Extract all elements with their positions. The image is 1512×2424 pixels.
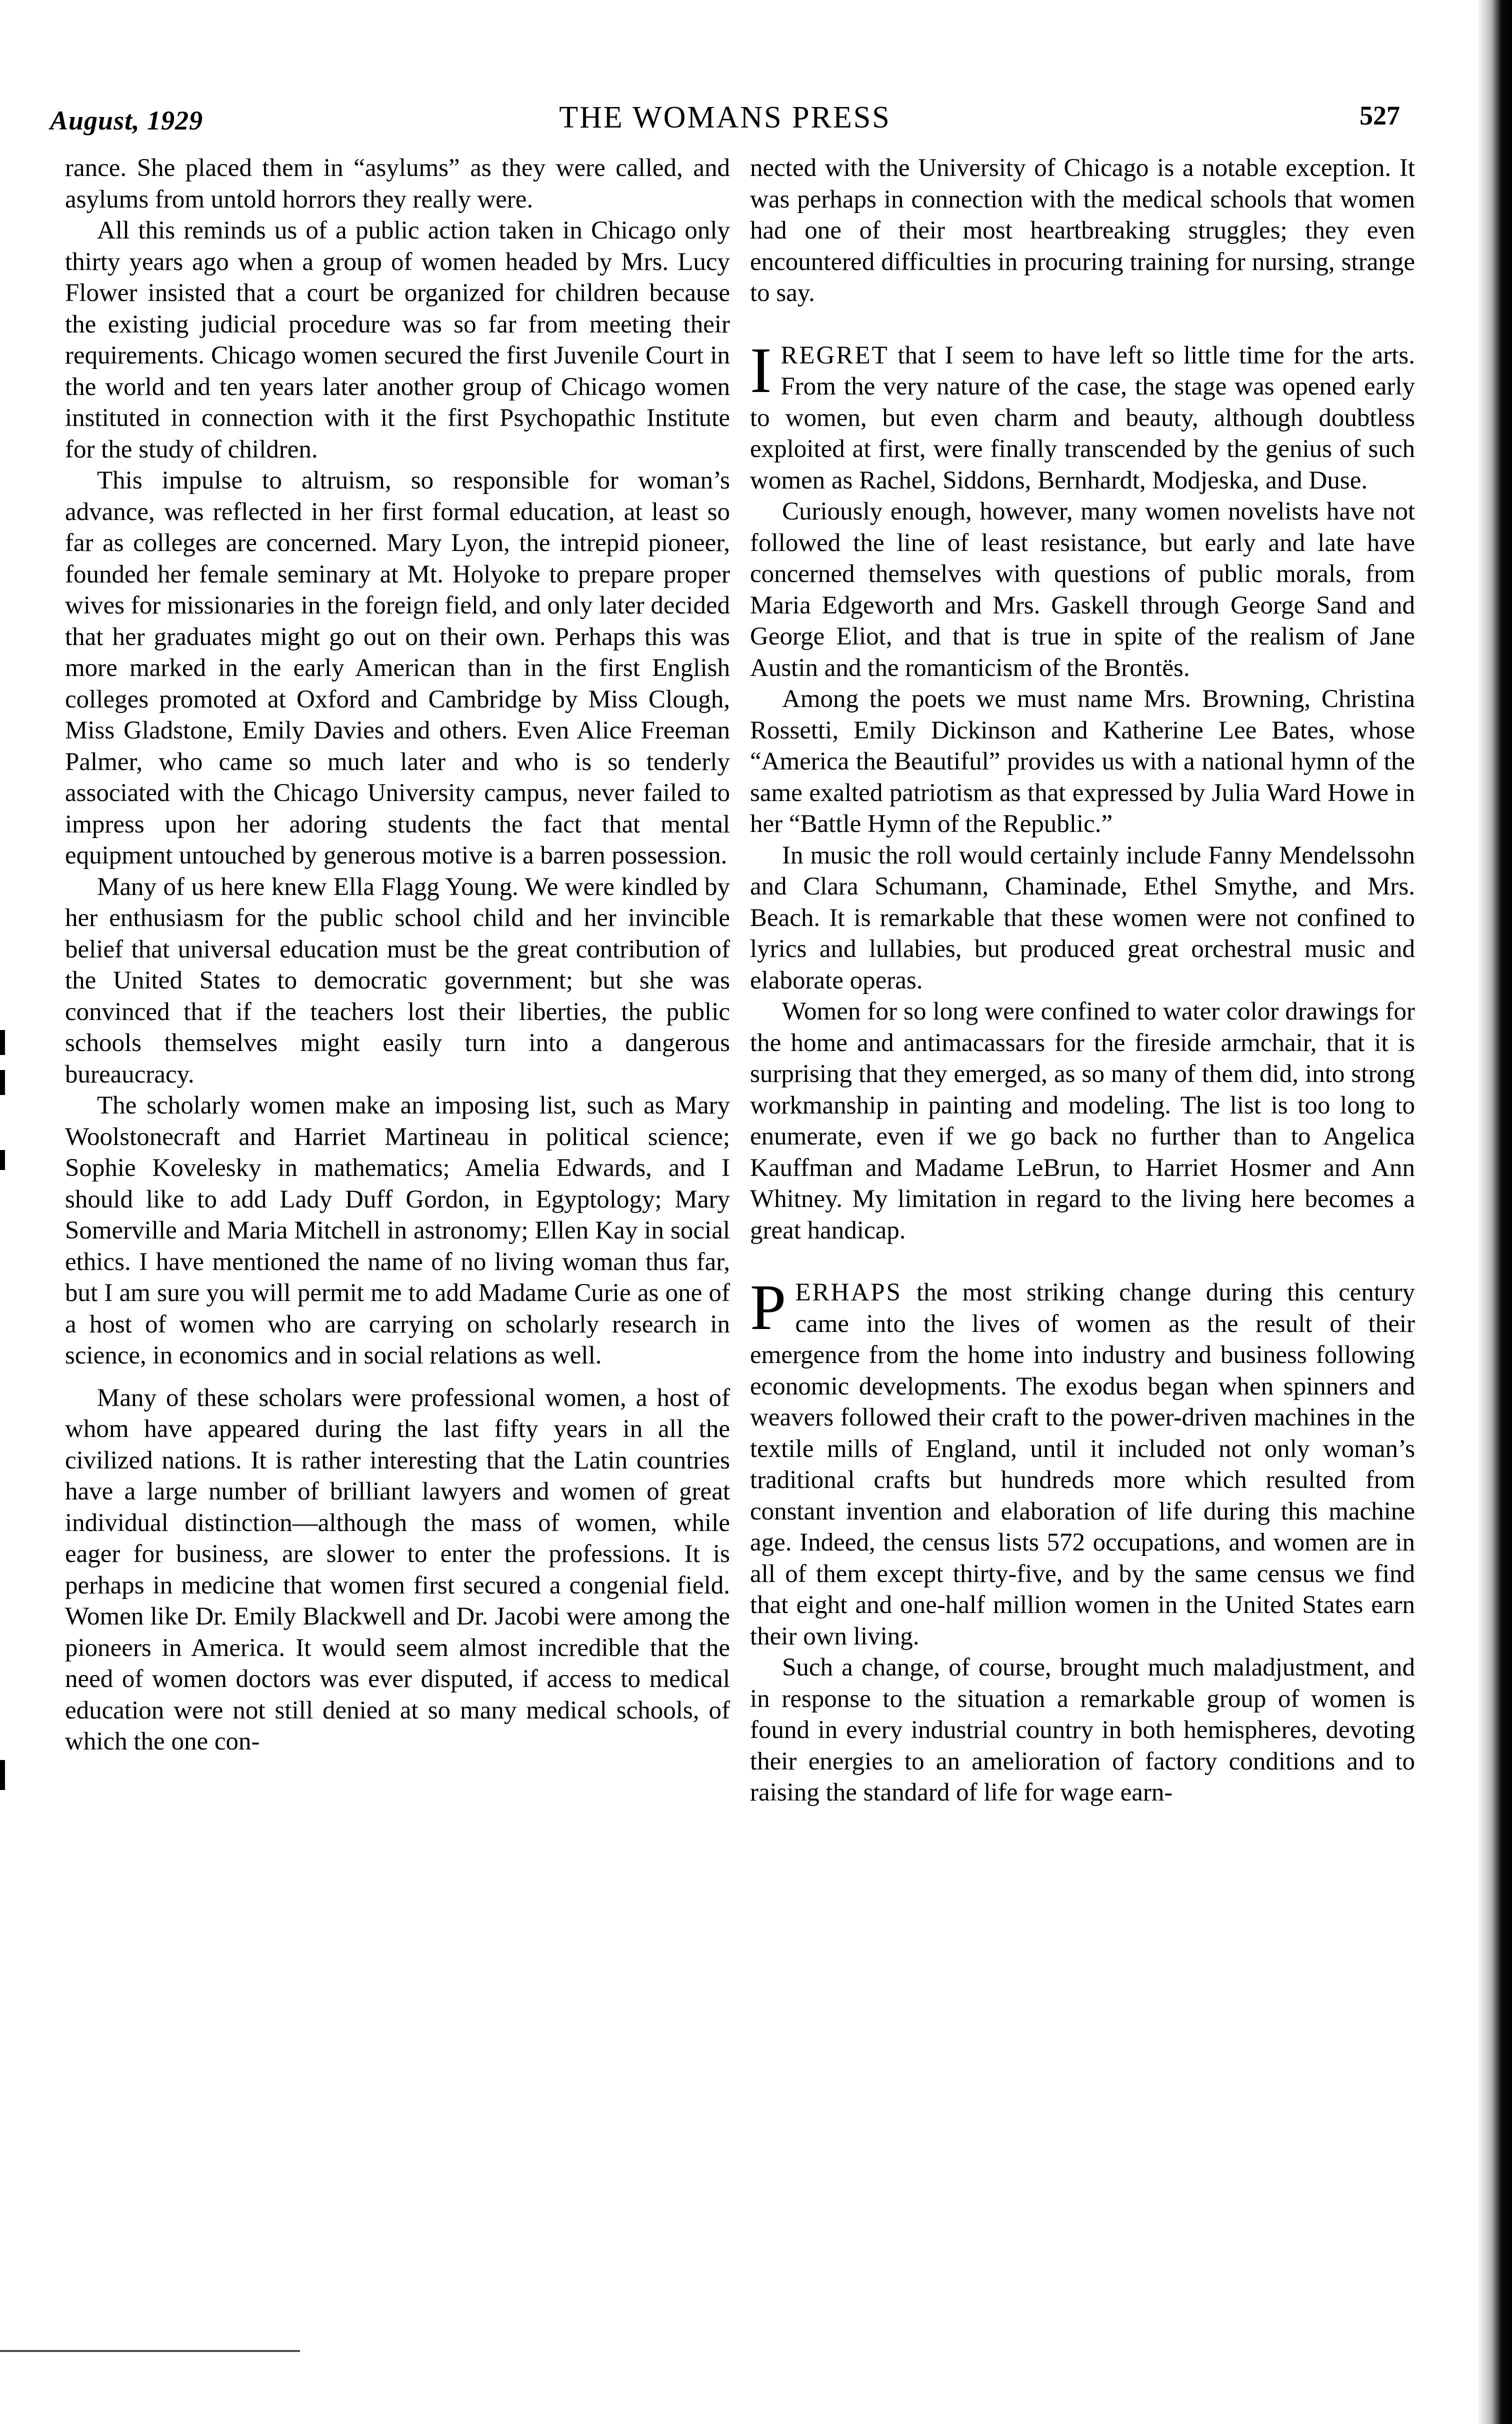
drop-cap-letter: I <box>750 334 772 406</box>
right-column <box>750 152 1415 1808</box>
paragraph-text: that I seem to have left so little time for the arts. From the very nature of the case, the stage was opened early to women, but even charm and beauty, although doubtless exploited at first, were finally transcended by the genius of such women as Rachel, Siddons, Bernhardt, Modjeska, and Duse. <box>750 341 1415 494</box>
paragraph: Among the poets we must name Mrs. Browning, Christina Rossetti, Emily Dickinson and Katherine Lee Bates, whose “America the Beautiful” provides us with a national hymn of the same exalted patriotism as that expressed by Julia Ward Howe in her “Battle Hymn of the Republic.” <box>750 685 1415 838</box>
section-paragraph-arts <box>750 334 1415 496</box>
paragraph: nected with the University of Chicago is a notable exception. It was perhaps in connection with the medical schools that women had one of their most heartbreaking struggles; they even encountered difficulties in procuring training for nursing, strange to say. <box>750 154 1415 307</box>
paragraph-text: the most striking change during this century came into the lives of women as the result of their emergence from the home into industry and business following economic developments. The exodus began when spinners and weavers followed their craft to the power-driven machines in the textile mills of England, until it included not only woman’s traditional crafts but hundreds more which resulted from constant invention and elaboration of life during this machine age. Indeed, the census lists 572 occupations, and women are in all of them except thirty-five, and by the same census we find that eight and one-half million women in the United States earn their own living. <box>750 1278 1415 1650</box>
page-number: 527 <box>1360 100 1400 130</box>
paragraph: Curiously enough, however, many women novelists have not followed the line of least resistance, but early and late have concerned themselves with questions of public morals, from Maria Edgeworth and Mrs. Gaskell through George Sand and George Eliot, and that is true in spite of the realism of Jane Austin and the romanticism of the Brontës. <box>750 498 1415 682</box>
issue-date: August, 1929 <box>50 106 204 136</box>
binding-mark <box>0 1760 5 1790</box>
paragraph: All this reminds us of a public action taken in Chicago only thirty years ago when a group of women headed by Mrs. Lucy Flower insisted that a court be organized for children because the existing judicial procedure was so far from meeting their requirements. Chicago women secured the first Juvenile Court in the world and ten years later another group of Chicago women instituted in connection with it the first Psychopathic Institute for the study of children. <box>65 216 730 464</box>
page-header <box>50 100 1400 145</box>
lead-in-word: ERHAPS <box>795 1278 902 1306</box>
paragraph: This impulse to altruism, so responsible for woman’s advance, was reflected in her first formal education, at least so far as colleges are concerned. Mary Lyon, the intrepid pioneer, founded her female seminary at Mt. Holyoke to prepare proper wives for missionaries in the foreign field, and only later decided that her graduates might go out on their own. Perhaps this was more marked in the early American than in the first English colleges promoted at Oxford and Cambridge by Miss Clough, Miss Gladstone, Emily Davies and others. Even Alice Freeman Palmer, who came so much later and who is so tenderly associated with the Chicago University campus, never failed to impress upon her adoring students the fact that mental equipment untouched by generous motive is a barren possession. <box>65 466 730 870</box>
paragraph: The scholarly women make an imposing list, such as Mary Woolstonecraft and Harriet Martineau in political science; Sophie Kovelesky in mathematics; Amelia Edwards, and I should like to add Lady Duff Gordon, in Egyptology; Mary Somerville and Maria Mitchell in astronomy; Ellen Kay in social ethics. I have mentioned the name of no living woman thus far, but I am sure you will permit me to add Madame Curie as one of a host of women who are carrying on scholarly research in science, in economics and in social relations as well. <box>65 1092 730 1370</box>
page-edge-shadow <box>1477 0 1512 2424</box>
lead-in-word: REGRET <box>780 341 889 370</box>
publication-title: THE WOMANS PRESS <box>559 100 891 134</box>
paragraph: Such a change, of course, brought much maladjustment, and in response to the situation a remarkable group of women is found in every industrial country in both hemispheres, devoting their energies to an amelioration of factory conditions and to raising the standard of life for wage earn- <box>750 1654 1415 1806</box>
paragraph: Many of these scholars were professional women, a host of whom have appeared during the last fifty years in all the civilized nations. It is rather interesting that the Latin countries have a large number of brilliant lawyers and women of great individual distinction—although the mass of women, while eager for business, are slower to enter the professions. It is perhaps in medicine that women first secured a congenial field. Women like Dr. Emily Blackwell and Dr. Jacobi were among the pioneers in America. It would seem almost incredible that the need of women doctors was ever disputed, if access to medical education were not still denied at so many medical schools, of which the one con- <box>65 1384 730 1756</box>
binding-mark <box>0 1070 5 1095</box>
bottom-scan-line <box>0 2350 300 2352</box>
binding-mark <box>0 1030 5 1055</box>
paragraph: Many of us here knew Ella Flagg Young. We were kindled by her enthusiasm for the public school child and her invincible belief that universal education must be the great contribution of the United States to democratic government; but she was convinced that if the teachers lost their liberties, the public schools themselves might easily turn into a dangerous bureaucracy. <box>65 872 730 1088</box>
paragraph: Women for so long were confined to water color drawings for the home and antimacassars for the fireside armchair, that it is surprising that they emerged, as so many of them did, into strong workmanship in painting and modeling. The list is too long to enumerate, even if we go back no further than to Angelica Kauffman and Madame LeBrun, to Harriet Hosmer and Ann Whitney. My limitation in regard to the living here becomes a great handicap. <box>750 998 1415 1244</box>
section-paragraph-industry <box>750 1272 1415 1652</box>
paragraph: rance. She placed them in “asylums” as they were called, and asylums from untold horrors they really were. <box>65 154 730 214</box>
drop-cap-letter: P <box>750 1272 786 1344</box>
paragraph: In music the roll would certainly include Fanny Mendelssohn and Clara Schumann, Chaminade, Ethel Smythe, and Mrs. Beach. It is remarkable that these women were not confined to lyrics and lullabies, but produced great orchestral music and elaborate operas. <box>750 841 1415 994</box>
left-column <box>65 152 730 1758</box>
binding-mark <box>0 1150 5 1170</box>
